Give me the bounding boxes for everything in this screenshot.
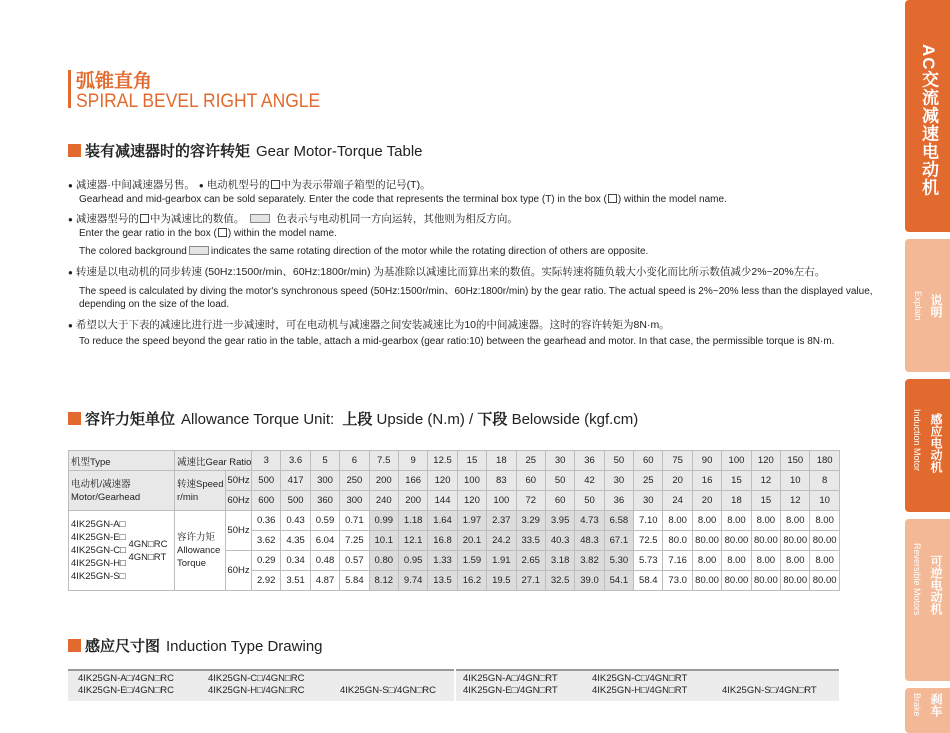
- speed-60-cell: 300: [340, 491, 369, 511]
- gear-ratio-cell: 9: [398, 451, 427, 471]
- drawing-label-f: 4IK25GN-S□/4GN□RT: [722, 685, 817, 696]
- speed-50-cell: 417: [281, 471, 310, 491]
- torque-50-nm-cell: 4.73: [575, 511, 604, 531]
- torque-60-kgf-cell: 13.5: [428, 571, 457, 591]
- model-list: 4IK25GN-A□ 4IK25GN-E□ 4IK25GN-C□ 4IK25GN-H□ 4IK25GN-S□: [69, 511, 129, 591]
- torque-50-nm-cell: 0.59: [310, 511, 339, 531]
- torque-60-nm-cell: 5.73: [634, 551, 663, 571]
- torque-50-kgf-cell: 80.00: [781, 531, 810, 551]
- torque-60-nm-cell: 8.00: [692, 551, 721, 571]
- page-title-cn: 弧锥直角: [76, 71, 153, 92]
- speed-label: 转速Speed r/min: [175, 471, 226, 511]
- torque-60-kgf-cell: 80.00: [692, 571, 721, 591]
- speed-50-cell: 30: [604, 471, 633, 491]
- speed-50-cell: 120: [428, 471, 457, 491]
- torque-60-kgf-cell: 5.84: [340, 571, 369, 591]
- torque-50-kgf-cell: 20.1: [457, 531, 486, 551]
- speed-60-cell: 18: [722, 491, 751, 511]
- box-icon: [608, 194, 617, 203]
- drawing-label-c: 4IK25GN-S□/4GN□RC: [340, 685, 436, 696]
- speed-50-cell: 15: [722, 471, 751, 491]
- freq-60-label: 60Hz: [226, 491, 252, 511]
- drawing-divider: [454, 669, 456, 701]
- torque-50-nm-cell: 8.00: [692, 511, 721, 531]
- speed-50-row: [69, 471, 840, 491]
- torque-50-kgf-cell: 72.5: [634, 531, 663, 551]
- torque-60-kgf-cell: 19.5: [487, 571, 516, 591]
- torque-60-kgf-cell: 27.1: [516, 571, 545, 591]
- torque-60-nm-cell: 2.65: [516, 551, 545, 571]
- gear-ratio-cell: 5: [310, 451, 339, 471]
- speed-60-cell: 50: [575, 491, 604, 511]
- torque-60-kgf-cell: 54.1: [604, 571, 633, 591]
- speed-60-cell: 120: [457, 491, 486, 511]
- torque-50-kgf-cell: 80.00: [722, 531, 751, 551]
- torque-60-nm-cell: 1.33: [428, 551, 457, 571]
- speed-50-cell: 12: [751, 471, 780, 491]
- torque-50-kgf-cell: 6.04: [310, 531, 339, 551]
- speed-50-cell: 100: [457, 471, 486, 491]
- torque-60-nm-cell: 8.00: [781, 551, 810, 571]
- torque-60-kgf-cell: 9.74: [398, 571, 427, 591]
- speed-60-cell: 20: [692, 491, 721, 511]
- torque-50-nm-cell: 1.64: [428, 511, 457, 531]
- speed-60-cell: 240: [369, 491, 398, 511]
- torque-50-kgf-cell: 40.3: [545, 531, 574, 551]
- torque-60-nm-cell: 3.18: [545, 551, 574, 571]
- gearhead-list: 4GN□RC 4GN□RT: [129, 511, 175, 591]
- gear-ratio-label: 减速比Gear Ratio: [175, 451, 252, 471]
- note-2-cn: ● 减速器型号的 中为减速比的数值。 色表示与电动机同一方向运转，其他则为相反方向。: [68, 213, 518, 225]
- box-icon: [218, 228, 227, 237]
- gear-ratio-cell: 25: [516, 451, 545, 471]
- gear-ratio-cell: 60: [634, 451, 663, 471]
- speed-50-cell: 83: [487, 471, 516, 491]
- page-title-en: SPIRAL BEVEL RIGHT ANGLE: [76, 91, 321, 112]
- torque-50-kgf-cell: 12.1: [398, 531, 427, 551]
- gear-ratio-cell: 50: [604, 451, 633, 471]
- note-1-en: Gearhead and mid-gearbox can be sold separately. Enter the code that represents the terminal box type (T) in the box ( ) within the model name.: [79, 194, 727, 205]
- box-icon: [140, 214, 149, 223]
- note-4-cn: ● 希望以大于下表的减速比进行进一步减速时，可在电动机与减速器之间安装减速比为10的中间减速器。这时的容许转矩为8N·m。: [68, 319, 670, 331]
- torque-60-nm-cell: 1.91: [487, 551, 516, 571]
- torque-table: [68, 450, 840, 591]
- torque-50-nm-cell: 8.00: [663, 511, 692, 531]
- torque-60-nm-cell: 0.34: [281, 551, 310, 571]
- speed-60-cell: 10: [810, 491, 839, 511]
- torque-50-nm-cell: 0.71: [340, 511, 369, 531]
- torque-50-nm-cell: 8.00: [751, 511, 780, 531]
- torque-50-kgf-cell: 48.3: [575, 531, 604, 551]
- torque-60-kgf-cell: 80.00: [781, 571, 810, 591]
- torque-50-nm-cell: 3.95: [545, 511, 574, 531]
- drawing-label-d: 4IK25GN-A□/4GN□RT 4IK25GN-E□/4GN□RT: [463, 673, 558, 696]
- torque-50-nm-cell: 1.97: [457, 511, 486, 531]
- torque-50-kgf-cell: 80.00: [810, 531, 839, 551]
- gear-ratio-cell: 7.5: [369, 451, 398, 471]
- motor-gearhead-label: 电动机/减速器 Motor/Gearhead: [69, 471, 175, 511]
- torque-60-nm-cell: 0.95: [398, 551, 427, 571]
- torque-60-kgf-cell: 58.4: [634, 571, 663, 591]
- torque-60-kgf-cell: 73.0: [663, 571, 692, 591]
- tab-brake[interactable]: 刹车 Brake: [905, 688, 950, 733]
- speed-50-cell: 8: [810, 471, 839, 491]
- tab-ac-motor[interactable]: AC交流减速电动机: [905, 0, 950, 232]
- note-3-en-2: depending on the size of the load.: [79, 299, 230, 310]
- gear-ratio-cell: 3.6: [281, 451, 310, 471]
- note-2-en: Enter the gear ratio in the box ( ) within the model name.: [79, 228, 337, 239]
- gear-ratio-cell: 120: [751, 451, 780, 471]
- speed-60-cell: 30: [634, 491, 663, 511]
- torque-60-kgf-cell: 80.00: [810, 571, 839, 591]
- gear-ratio-cell: 100: [722, 451, 751, 471]
- tab-explain[interactable]: 说明 Explain: [905, 239, 950, 372]
- note-3-cn: ● 转速是以电动机的同步转速 (50Hz:1500r/min、60Hz:1800r/min) 为基准除以减速比而算出来的数值。实际转速将随负载大小变化而比所示数值减少2%~20%左右。: [68, 266, 826, 278]
- torque-50-nm-cell: 0.43: [281, 511, 310, 531]
- torque-50-kgf-cell: 24.2: [487, 531, 516, 551]
- freq-50-label: 50Hz: [226, 471, 252, 491]
- torque-60-kgf-cell: 8.12: [369, 571, 398, 591]
- color-swatch-icon: [189, 246, 209, 255]
- speed-50-cell: 50: [545, 471, 574, 491]
- speed-60-cell: 360: [310, 491, 339, 511]
- drawing-label-b: 4IK25GN-C□/4GN□RC 4IK25GN-H□/4GN□RC: [208, 673, 305, 696]
- ratio-row: [69, 451, 840, 471]
- torque-50-nm-cell: 3.29: [516, 511, 545, 531]
- torque-60-kgf-cell: 80.00: [751, 571, 780, 591]
- torque-50-kgf-cell: 16.8: [428, 531, 457, 551]
- torque-60-nm-cell: 0.29: [252, 551, 281, 571]
- speed-60-cell: 200: [398, 491, 427, 511]
- speed-60-cell: 500: [281, 491, 310, 511]
- torque-50-kgf-cell: 80.0: [663, 531, 692, 551]
- torque-60-nm-cell: 5.30: [604, 551, 633, 571]
- note-3-en-1: The speed is calculated by diving the motor's synchronous speed (50Hz:1500r/min、60Hz:1800r/min) by the gear ratio. The actual speed is 2%~20% less than the displayed value,: [79, 286, 873, 297]
- torque-60-kgf-cell: 80.00: [722, 571, 751, 591]
- torque-60-nm-cell: 3.82: [575, 551, 604, 571]
- section-drawing-heading: 感应尺寸图 Induction Type Drawing: [68, 635, 323, 656]
- speed-60-cell: 72: [516, 491, 545, 511]
- gear-ratio-cell: 6: [340, 451, 369, 471]
- gear-ratio-cell: 36: [575, 451, 604, 471]
- torque-60-kgf-cell: 16.2: [457, 571, 486, 591]
- speed-50-cell: 25: [634, 471, 663, 491]
- speed-60-cell: 60: [545, 491, 574, 511]
- gear-ratio-cell: 75: [663, 451, 692, 471]
- torque-60-nm-cell: 0.48: [310, 551, 339, 571]
- torque-50-kgf-cell: 4.35: [281, 531, 310, 551]
- torque-freq-50-label: 50Hz: [226, 511, 252, 551]
- gear-ratio-cell: 15: [457, 451, 486, 471]
- torque-50-kgf-cell: 3.62: [252, 531, 281, 551]
- torque-50-kgf-cell: 7.25: [340, 531, 369, 551]
- speed-60-cell: 100: [487, 491, 516, 511]
- section-allowance-torque-heading: 容许力矩单位 Allowance Torque Unit: 上段 Upside (N.m) / 下段 Belowside (kgf.cm): [68, 408, 638, 429]
- gear-ratio-cell: 180: [810, 451, 839, 471]
- color-swatch-icon: [250, 214, 270, 223]
- note-2-en-b: The colored background indicates the same rotating direction of the motor while the rotating direction of others are opposite.: [79, 246, 649, 257]
- torque-60-nm-cell: 1.59: [457, 551, 486, 571]
- torque-50-nm-cell: 7.10: [634, 511, 663, 531]
- speed-50-cell: 20: [663, 471, 692, 491]
- torque-60-kgf-cell: 32.5: [545, 571, 574, 591]
- gear-ratio-cell: 12.5: [428, 451, 457, 471]
- speed-60-cell: 144: [428, 491, 457, 511]
- torque-60-nm-cell: 0.80: [369, 551, 398, 571]
- torque-50-nm-cell: 0.99: [369, 511, 398, 531]
- speed-50-cell: 300: [310, 471, 339, 491]
- drawing-label-a: 4IK25GN-A□/4GN□RC 4IK25GN-E□/4GN□RC: [78, 673, 174, 696]
- torque-60-nm-cell: 8.00: [810, 551, 839, 571]
- speed-60-cell: 600: [252, 491, 281, 511]
- speed-60-cell: 15: [751, 491, 780, 511]
- torque-50-nm-cell: 8.00: [810, 511, 839, 531]
- torque-50-nm-cell: 6.58: [604, 511, 633, 531]
- note-1-cn: ● 减速器·中间减速器另售。 ● 电动机型号的 中为表示带端子箱型的记号(T)。: [68, 179, 431, 191]
- torque-60-nm-cell: 0.57: [340, 551, 369, 571]
- speed-60-cell: 36: [604, 491, 633, 511]
- torque-60-kgf-cell: 39.0: [575, 571, 604, 591]
- torque-60-nm-cell: 8.00: [722, 551, 751, 571]
- drawing-label-e: 4IK25GN-C□/4GN□RT 4IK25GN-H□/4GN□RT: [592, 673, 688, 696]
- section-square-icon: [68, 412, 81, 425]
- gear-ratio-cell: 18: [487, 451, 516, 471]
- tab-reversible-motor[interactable]: 可逆电动机 Reversible Motors: [905, 519, 950, 681]
- speed-50-cell: 200: [369, 471, 398, 491]
- torque-50-nm-cell: 2.37: [487, 511, 516, 531]
- section-square-icon: [68, 144, 81, 157]
- torque-50-nm-cell: 0.36: [252, 511, 281, 531]
- torque-50-kgf-cell: 80.00: [751, 531, 780, 551]
- torque-60-nm-cell: 7.16: [663, 551, 692, 571]
- gear-ratio-cell: 30: [545, 451, 574, 471]
- torque-50-nm-row: [69, 511, 840, 531]
- torque-60-kgf-cell: 2.92: [252, 571, 281, 591]
- speed-50-cell: 166: [398, 471, 427, 491]
- torque-50-kgf-cell: 80.00: [692, 531, 721, 551]
- torque-50-nm-cell: 1.18: [398, 511, 427, 531]
- box-icon: [271, 180, 280, 189]
- speed-50-cell: 10: [781, 471, 810, 491]
- speed-50-cell: 16: [692, 471, 721, 491]
- speed-50-cell: 60: [516, 471, 545, 491]
- torque-label: 容许力矩 Allowance Torque: [175, 511, 226, 591]
- torque-50-kgf-cell: 67.1: [604, 531, 633, 551]
- torque-50-kgf-cell: 10.1: [369, 531, 398, 551]
- section-torque-table-heading: 装有减速器时的容许转矩 Gear Motor-Torque Table: [68, 140, 423, 161]
- speed-50-cell: 42: [575, 471, 604, 491]
- speed-60-cell: 24: [663, 491, 692, 511]
- torque-50-nm-cell: 8.00: [722, 511, 751, 531]
- section-square-icon: [68, 639, 81, 652]
- model-type-label: 机型Type: [69, 451, 175, 471]
- title-accent-bar: [68, 70, 71, 108]
- torque-50-kgf-cell: 33.5: [516, 531, 545, 551]
- note-4-en: To reduce the speed beyond the gear ratio in the table, attach a mid-gearbox (gear ratio:10) between the gearhead and motor. In that case, the permissible torque is 8N·m.: [79, 336, 835, 347]
- torque-60-kgf-cell: 4.87: [310, 571, 339, 591]
- torque-freq-60-label: 60Hz: [226, 551, 252, 591]
- torque-50-nm-cell: 8.00: [781, 511, 810, 531]
- torque-60-nm-cell: 8.00: [751, 551, 780, 571]
- tab-induction-motor[interactable]: 感应电动机 Induction Motor: [905, 379, 950, 512]
- torque-60-kgf-cell: 3.51: [281, 571, 310, 591]
- speed-60-cell: 12: [781, 491, 810, 511]
- speed-50-cell: 250: [340, 471, 369, 491]
- gear-ratio-cell: 90: [692, 451, 721, 471]
- speed-50-cell: 500: [252, 471, 281, 491]
- gear-ratio-cell: 150: [781, 451, 810, 471]
- gear-ratio-cell: 3: [252, 451, 281, 471]
